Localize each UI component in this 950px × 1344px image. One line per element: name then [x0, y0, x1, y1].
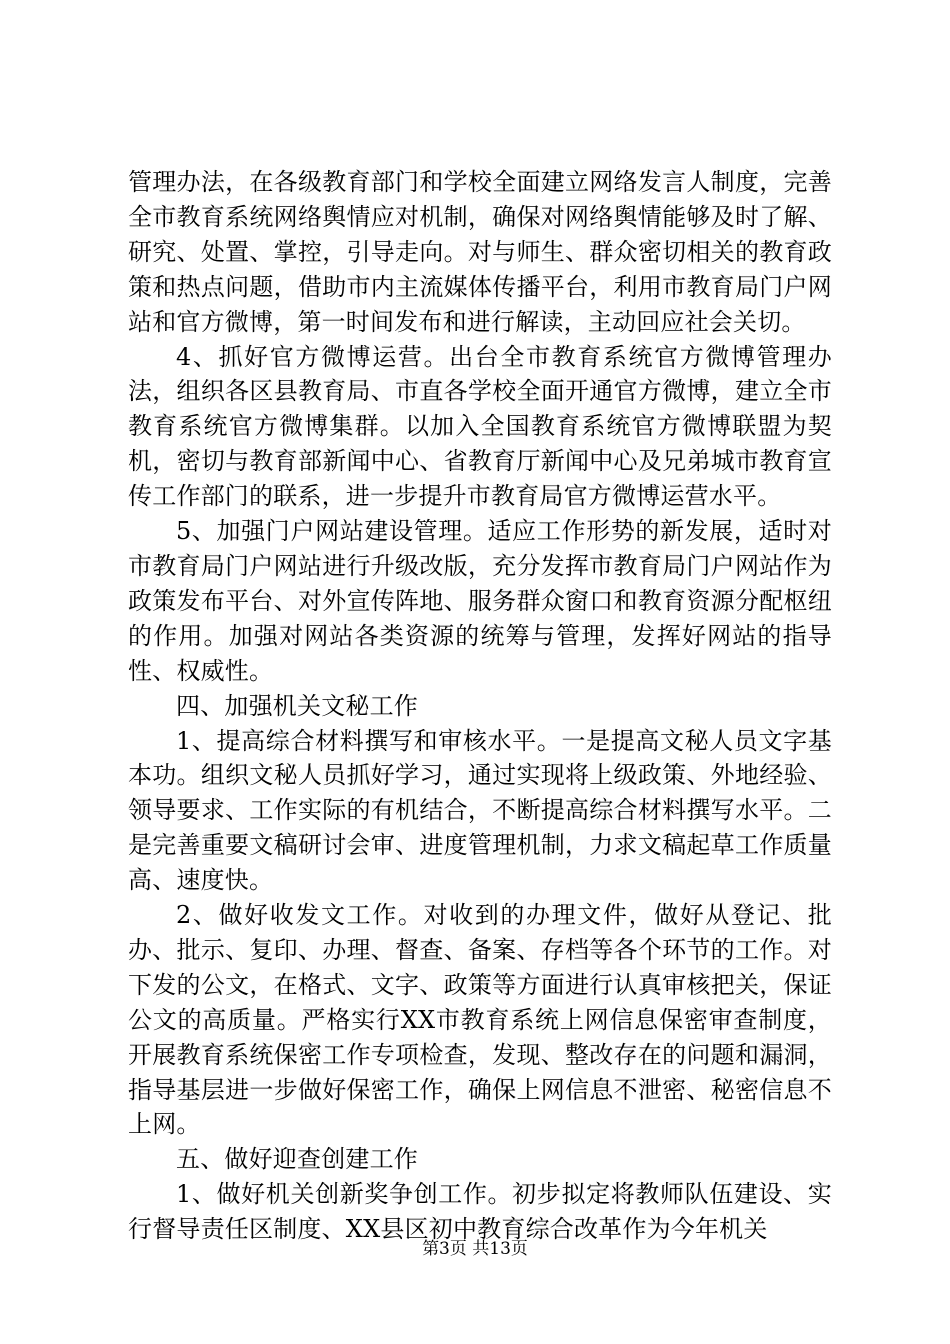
- section-heading-4: 四、加强机关文秘工作: [176, 691, 418, 720]
- paragraph-continuation: 管理办法，在各级教育部门和学校全面建立网络发言人制度，完善全市教育系统网络舆情应对机制，确保对网络舆情能够及时了解、研究、处置、掌控，引导走向。对与师生、群众密切相关的教育政策和热点问题，借助市内主流媒体传播平台，利用市教育局门户网站和官方微博，第一时间发布和进行解读，主动回应社会关切。: [128, 168, 832, 336]
- document-body: [128, 165, 832, 1247]
- paragraph-item-5: 5、加强门户网站建设管理。适应工作形势的新发展，适时对市教育局门户网站进行升级改版，充分发挥市教育局门户网站作为政策发布平台、对外宣传阵地、服务群众窗口和教育资源分配枢纽的作用。加强对网站各类资源的统筹与管理，发挥好网站的指导性、权威性。: [128, 517, 832, 685]
- paragraph-section4-item-2: 2、做好收发文工作。对收到的办理文件，做好从登记、批办、批示、复印、办理、督查、备案、存档等各个环节的工作。对下发的公文，在格式、文字、政策等方面进行认真审核把关，保证公文的高质量。严格实行XX市教育系统上网信息保密审查制度，开展教育系统保密工作专项检查，发现、整改存在的问题和漏洞，指导基层进一步做好保密工作，确保上网信息不泄密、秘密信息不上网。: [128, 901, 832, 1139]
- page-footer: 第3页 共13页: [422, 1239, 528, 1259]
- section-heading-5: 五、做好迎查创建工作: [176, 1145, 418, 1174]
- paragraph-section5-item-1: 1、做好机关创新奖争创工作。初步拟定将教师队伍建设、实行督导责任区制度、XX县区初中教育综合改革作为今年机关: [128, 1180, 832, 1244]
- paragraph-item-4: 4、抓好官方微博运营。出台全市教育系统官方微博管理办法，组织各区县教育局、市直各学校全面开通官方微博，建立全市教育系统官方微博集群。以加入全国教育系统官方微博联盟为契机，密切与教育部新闻中心、省教育厅新闻中心及兄弟城市教育宣传工作部门的联系，进一步提升市教育局官方微博运营水平。: [128, 342, 832, 511]
- paragraph-section4-item-1: 1、提高综合材料撰写和审核水平。一是提高文秘人员文字基本功。组织文秘人员抓好学习，通过实现将上级政策、外地经验、领导要求、工作实际的有机结合，不断提高综合材料撰写水平。二是完善重要文稿研讨会审、进度管理机制，力求文稿起草工作质量高、速度快。: [128, 726, 832, 895]
